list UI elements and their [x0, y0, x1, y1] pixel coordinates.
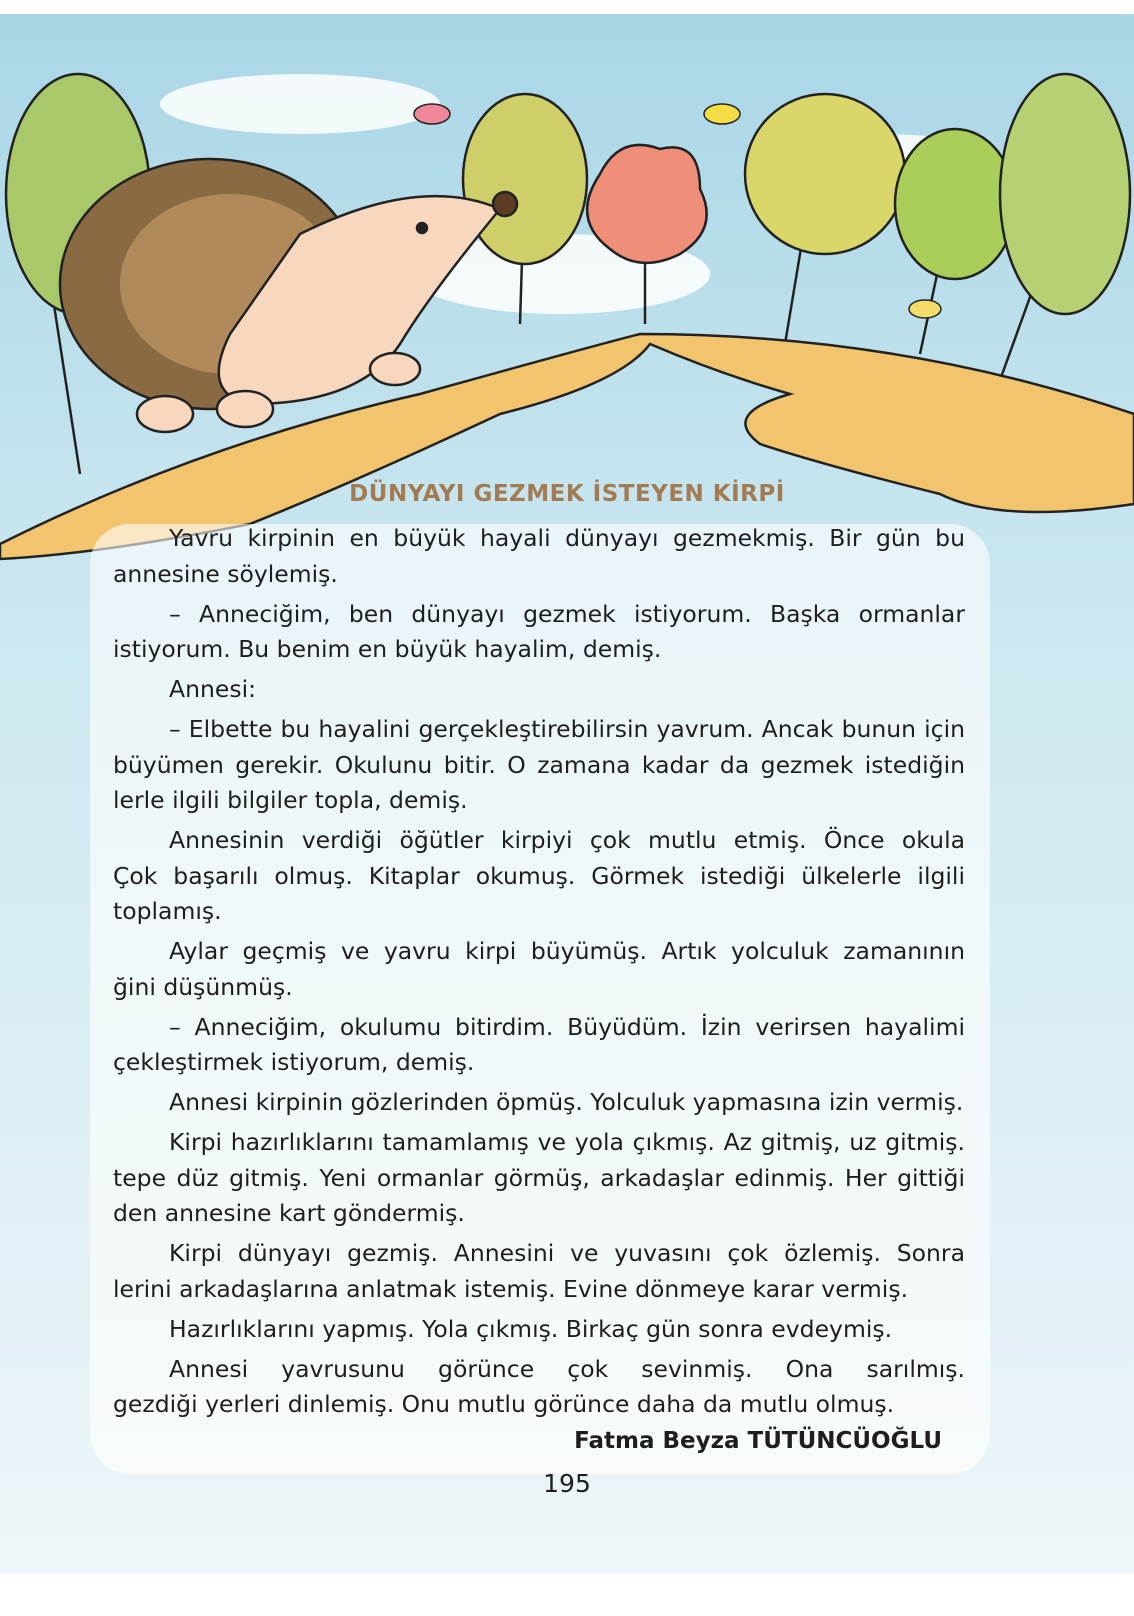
text-line: Aylar geçmiş ve yavru kirpi büyümüş. Artık yolculuk zamanının: [169, 937, 965, 965]
story-paragraph: [113, 672, 965, 708]
text-line: – Anneciğim, ben dünyayı gezmek istiyorum. Başka ormanlar: [169, 599, 965, 628]
text-line: Kirpi dünyayı gezmiş. Annesini ve yuvasını çok özlemiş. Sonra: [169, 1239, 965, 1267]
text-line: lerle ilgili bilgiler topla, demiş.: [113, 786, 468, 814]
story-paragraph: [113, 1125, 965, 1232]
text-line: Annesi yavrusunu görünce çok sevinmiş. Ona sarılmış.: [169, 1354, 965, 1383]
text-line: ğini düşünmüş.: [113, 972, 293, 1001]
text-line: toplamış.: [113, 897, 222, 925]
story-paragraph: [113, 934, 965, 1005]
story-paragraph: [113, 1085, 965, 1121]
text-line: büyümen gerekir. Okulunu bitir. O zamana kadar da gezmek istediğin: [113, 750, 965, 779]
text-line: den annesine kart göndermiş.: [113, 1199, 465, 1227]
story-paragraph: [113, 597, 965, 668]
text-line: – Anneciğim, okulumu bitirdim. Büyüdüm. İzin verirsen hayalimi: [169, 1012, 965, 1041]
text-line: Annesi kirpinin gözlerinden öpmüş. Yolculuk yapmasına izin vermiş.: [169, 1088, 964, 1116]
author-name: Fatma Beyza TÜTÜNCÜOĞLU: [574, 1428, 942, 1454]
story-paragraph: [113, 823, 965, 930]
text-line: Annesinin verdiği öğütler kirpiyi çok mutlu etmiş. Önce okula: [169, 826, 965, 854]
text-line: istiyorum. Bu benim en büyük hayalim, demiş.: [113, 635, 662, 663]
text-line: gezdiği yerleri dinlemiş. Onu mutlu görünce daha da mutlu olmuş.: [113, 1390, 895, 1418]
text-line: Yavru kirpinin en büyük hayali dünyayı gezmekmiş. Bir gün bu: [169, 524, 965, 552]
text-line: Hazırlıklarını yapmış. Yola çıkmış. Birkaç gün sonra evdeymiş.: [169, 1314, 893, 1343]
text-line: Kirpi hazırlıklarını tamamlamış ve yola çıkmış. Az gitmiş, uz gitmiş.: [169, 1128, 965, 1156]
text-line: Annesi:: [169, 675, 257, 703]
story-paragraph: [113, 712, 965, 819]
story-title: DÜNYAYI GEZMEK İSTEYEN KİRPİ: [349, 481, 785, 507]
text-line: – Elbette bu hayalini gerçekleştirebilirsin yavrum. Ancak bunun için: [169, 715, 965, 743]
story-body: [113, 521, 965, 1427]
text-line: annesine söylemiş.: [113, 559, 338, 588]
page-number: 195: [543, 1469, 591, 1498]
text-line: tepe düz gitmiş. Yeni ormanlar görmüş, arkadaşlar edinmiş. Her gittiği: [113, 1163, 965, 1192]
text-line: çekleştirmek istiyorum, demiş.: [113, 1048, 475, 1076]
story-paragraph: [113, 1010, 965, 1081]
text-line: lerini arkadaşlarına anlatmak istemiş. Evine dönmeye karar vermiş.: [113, 1274, 909, 1303]
story-paragraph: [113, 1312, 965, 1348]
story-paragraph: [113, 521, 965, 592]
story-paragraph: [113, 1236, 965, 1307]
story-paragraph: [113, 1352, 965, 1423]
text-line: Çok başarılı olmuş. Kitaplar okumuş. Görmek istediği ülkelerle ilgili: [113, 861, 965, 890]
